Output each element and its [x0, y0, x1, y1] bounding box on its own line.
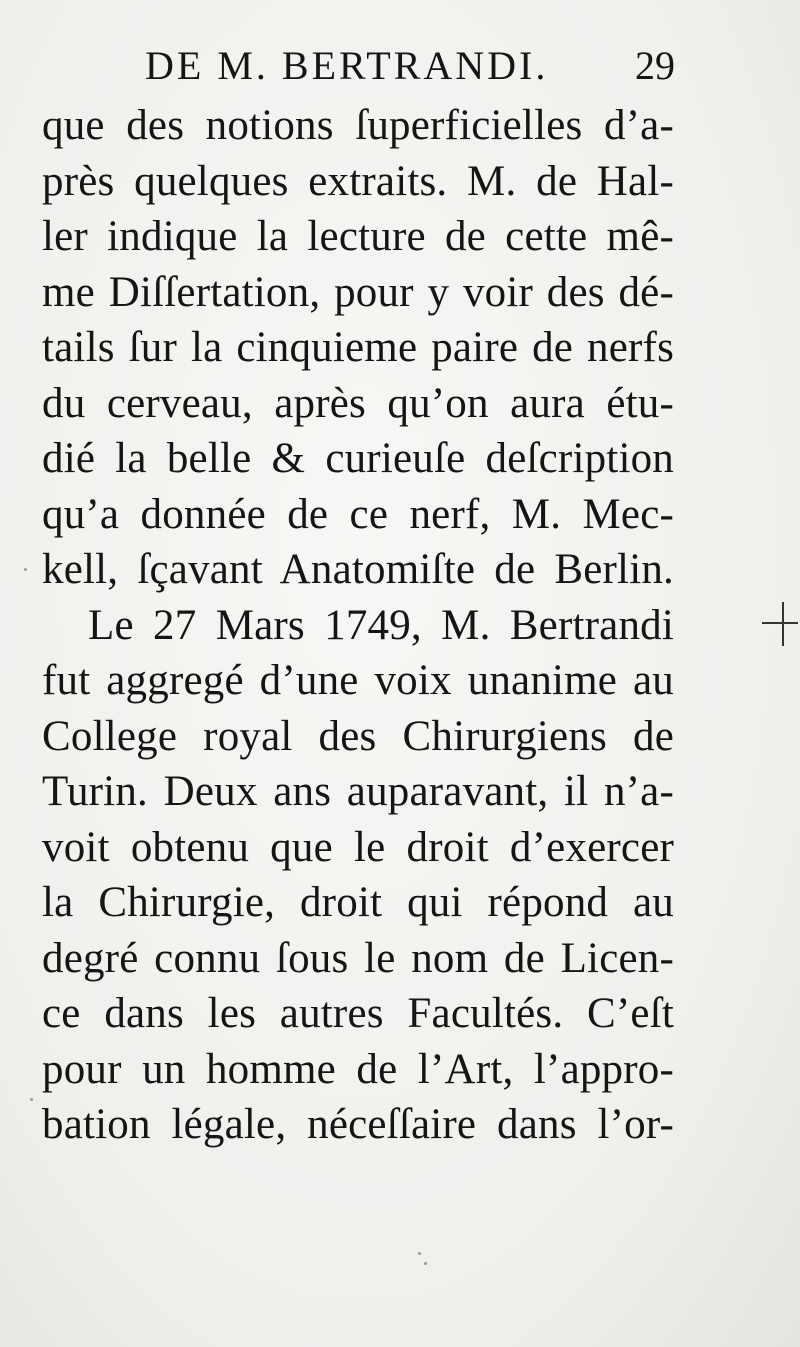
- text-line: bation légale, néceſſaire dans l’or-: [42, 1101, 674, 1148]
- text-line: que des notions ſuperficielles d’a-: [42, 102, 674, 149]
- text-line: qu’a donnée de ce nerf, M. Mec-: [42, 490, 674, 538]
- margin-cross-mark: [762, 602, 798, 650]
- paper-speck: [418, 1252, 421, 1255]
- text-line: voit obtenu que le droit d’exercer: [42, 823, 674, 871]
- text-line: près quelques extraits. M. de Hal-: [42, 157, 674, 205]
- running-title: DE M. BERTRANDI.: [145, 43, 549, 88]
- text-line: la Chirurgie, droit qui répond au: [42, 879, 674, 926]
- page-number: 29: [635, 43, 675, 88]
- paper-speck: [424, 1262, 427, 1265]
- text-line: me Diſſertation, pour y voir des dé-: [42, 268, 674, 316]
- text-line: degré connu ſous le nom de Licen-: [42, 934, 674, 982]
- paper-speck: [30, 1098, 33, 1101]
- text-line: ler indique la lecture de cette mê-: [42, 213, 674, 260]
- paragraph-start-line: Le 27 Mars 1749, M. Bertrandi: [88, 601, 674, 649]
- text-line: tails ſur la cinquieme paire de nerfs: [42, 324, 674, 371]
- text-line: dié la belle & curieuſe deſcription: [42, 435, 674, 482]
- text-line: ce dans les autres Facultés. C’eſt: [42, 990, 674, 1037]
- text-line: du cerveau, après qu’on aura étu-: [42, 379, 674, 427]
- text-line: pour un homme de l’Art, l’appro-: [42, 1045, 674, 1093]
- text-line: Turin. Deux ans auparavant, il n’a-: [42, 768, 674, 815]
- body-text: [42, 98, 674, 1153]
- text-line: fut aggregé d’une voix unanime au: [42, 657, 674, 704]
- running-head: [145, 42, 675, 102]
- paper-speck: [24, 568, 27, 571]
- text-line: kell, ſçavant Anatomiſte de Berlin.: [42, 546, 674, 593]
- text-line: College royal des Chirurgiens de: [42, 712, 674, 760]
